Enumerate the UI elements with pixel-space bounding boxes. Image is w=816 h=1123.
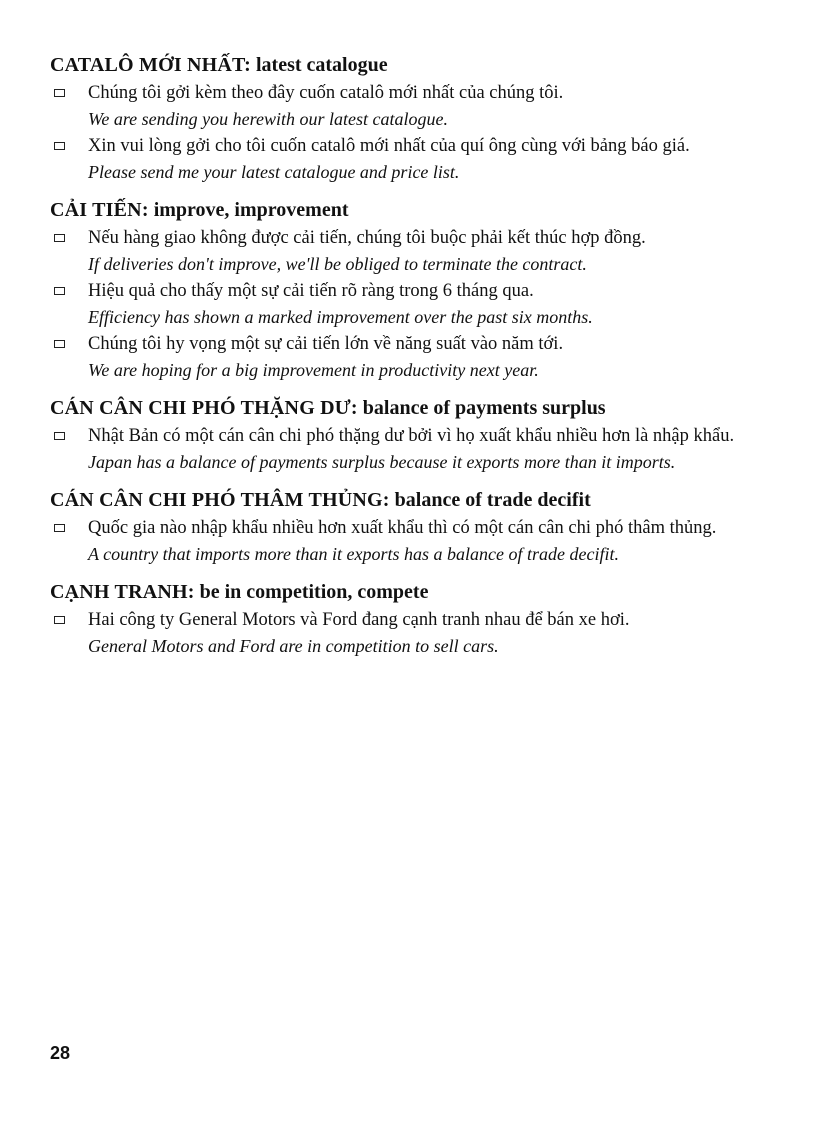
term-english: balance of trade decifit	[394, 489, 591, 511]
checkbox-bullet-icon	[54, 432, 65, 440]
example-item	[50, 80, 762, 132]
term-english: improve, improvement	[153, 199, 349, 221]
example-item	[50, 515, 762, 567]
entry-heading	[50, 197, 762, 223]
checkbox-bullet-icon	[54, 340, 65, 348]
term-english: latest catalogue	[255, 54, 388, 76]
example-item	[50, 423, 762, 475]
example-item	[50, 607, 762, 659]
example-vietnamese: Chúng tôi gởi kèm theo đây cuốn catalô mới nhất của chúng tôi.	[88, 83, 564, 103]
checkbox-bullet-icon	[54, 616, 65, 624]
example-vietnamese: Nhật Bản có một cán cân chi phó thặng dư bởi vì họ xuất khẩu nhiều hơn là nhập khẩu.	[88, 426, 735, 446]
term-english: balance of payments surplus	[362, 397, 606, 419]
checkbox-bullet-icon	[54, 142, 65, 150]
term-vietnamese: CẠNH TRANH:	[50, 581, 195, 603]
entry-improve	[50, 197, 762, 383]
entry-heading	[50, 395, 762, 421]
example-item	[50, 133, 762, 185]
term-vietnamese: CẢI TIẾN:	[50, 199, 149, 221]
example-english: If deliveries don't improve, we'll be obliged to terminate the contract.	[88, 254, 587, 274]
example-vietnamese: Hiệu quả cho thấy một sự cải tiến rõ ràng trong 6 tháng qua.	[88, 281, 534, 301]
example-english: Japan has a balance of payments surplus because it exports more than it imports.	[88, 452, 676, 472]
example-vietnamese: Quốc gia nào nhập khẩu nhiều hơn xuất khẩu thì có một cán cân chi phó thâm thủng.	[88, 518, 717, 538]
entry-heading	[50, 487, 762, 513]
entry-latest-catalogue	[50, 52, 762, 185]
term-vietnamese: CATALÔ MỚI NHẤT:	[50, 54, 251, 76]
example-english: Efficiency has shown a marked improvement over the past six months.	[88, 307, 593, 327]
entry-heading	[50, 579, 762, 605]
example-english: Please send me your latest catalogue and price list.	[88, 162, 460, 182]
example-item	[50, 331, 762, 383]
example-vietnamese: Xin vui lòng gởi cho tôi cuốn catalô mới nhất của quí ông cùng với bảng báo giá.	[88, 136, 690, 156]
entries-list	[50, 52, 762, 671]
example-english: We are sending you herewith our latest catalogue.	[88, 109, 448, 129]
entry-competition	[50, 579, 762, 659]
term-english: be in competition, compete	[199, 581, 429, 603]
example-item	[50, 278, 762, 330]
checkbox-bullet-icon	[54, 234, 65, 242]
example-english: A country that imports more than it exports has a balance of trade decifit.	[88, 544, 619, 564]
example-english: General Motors and Ford are in competition to sell cars.	[88, 636, 499, 656]
checkbox-bullet-icon	[54, 524, 65, 532]
checkbox-bullet-icon	[54, 287, 65, 295]
entry-heading	[50, 52, 762, 78]
example-vietnamese: Chúng tôi hy vọng một sự cải tiến lớn về năng suất vào năm tới.	[88, 334, 564, 354]
term-vietnamese: CÁN CÂN CHI PHÓ THẶNG DƯ:	[50, 397, 358, 419]
page-number: 28	[50, 1043, 71, 1063]
example-item	[50, 225, 762, 277]
term-vietnamese: CÁN CÂN CHI PHÓ THÂM THỦNG:	[50, 489, 390, 511]
entry-trade-deficit	[50, 487, 762, 567]
checkbox-bullet-icon	[54, 89, 65, 97]
example-vietnamese: Hai công ty General Motors và Ford đang cạnh tranh nhau để bán xe hơi.	[88, 610, 630, 630]
example-vietnamese: Nếu hàng giao không được cải tiến, chúng tôi buộc phải kết thúc hợp đồng.	[88, 228, 646, 248]
entry-payments-surplus	[50, 395, 762, 475]
example-english: We are hoping for a big improvement in productivity next year.	[88, 360, 539, 380]
